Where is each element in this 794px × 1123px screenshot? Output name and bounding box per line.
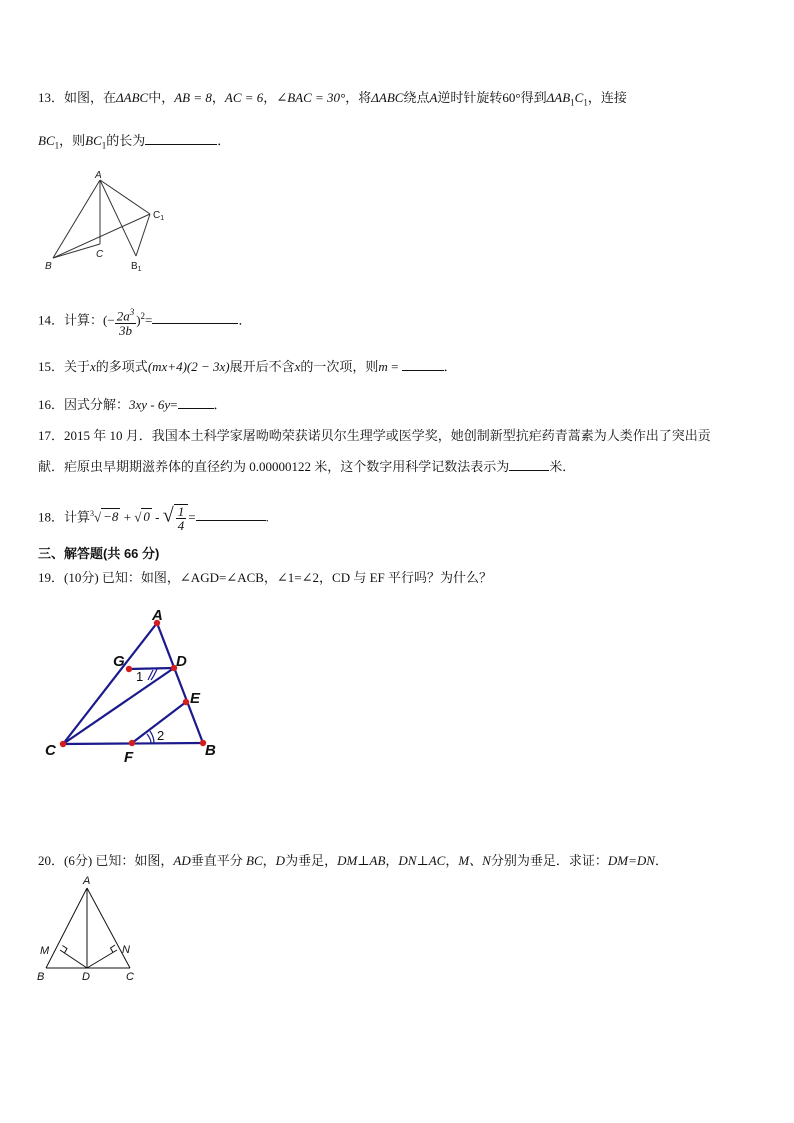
label-m: M (40, 945, 50, 957)
question-14: 14．计算：(− $\frac{2a^3}{3b}$ )$^2$= ． (38, 307, 252, 338)
label-g: G (113, 653, 125, 670)
question-13-line2: $BC_1$，则$BC_1$的长为 ． (38, 130, 768, 156)
figure-q19 (40, 610, 240, 770)
label-d: D (176, 653, 187, 670)
question-18: 18．计算$^3$√ −8 + √ 0 - √ $\frac{1}{4}$ = . (38, 504, 269, 534)
segment-ab (46, 888, 87, 968)
label-a: A (83, 875, 91, 887)
label-d: D (82, 971, 90, 983)
label-c: C (96, 249, 104, 260)
question-15: 15．关于x的多项式(mx+4)(2 − 3x)展开后不含x的一次项，则m = ． (38, 356, 768, 377)
point-e (183, 699, 189, 705)
label-f: F (124, 749, 134, 766)
sqrt-sign-2: √ (162, 504, 174, 527)
segment-ab (157, 623, 203, 743)
label-b: B (205, 742, 216, 759)
fraction-one-quarter: $\frac{1}{4}$ (174, 504, 189, 532)
answer-blank-14[interactable] (152, 309, 238, 324)
sqrt-sign: √ (134, 509, 142, 525)
label-b1: $B_1$ (131, 261, 142, 273)
label-n: N (122, 944, 130, 956)
point-f (129, 740, 135, 746)
answer-blank-16[interactable] (178, 394, 214, 409)
figure-q13 (40, 168, 180, 276)
point-c (60, 741, 66, 747)
point-g (126, 666, 132, 672)
question-17-line2: 献．疟原虫早期期滋养体的直径约为 0.00000122 米，这个数字用科学记数法表示为 米． (38, 456, 768, 477)
question-16: 16．因式分解：3xy - 6y= ． (38, 394, 768, 415)
answer-blank-15[interactable] (402, 356, 444, 371)
label-a: A (95, 170, 102, 181)
fraction-2a3-over-3b: $\frac{2a^3}{3b}$ (116, 307, 135, 338)
label-b: B (45, 261, 52, 272)
section-heading-3: 三、解答题(共 66 分) (38, 546, 160, 561)
segment-dm (60, 950, 87, 968)
label-angle-1: 1 (136, 669, 144, 684)
label-a: A (152, 610, 163, 624)
segment-b1c1 (136, 214, 150, 256)
answer-blank-18[interactable] (196, 506, 266, 521)
question-17-line1: 17．2015 年 10 月．我国本土科学家屠呦呦荣获诺贝尔生理学或医学奖，她创制新型抗疟药青蒿素为人类作出了突出贡 (38, 428, 711, 443)
angle-1-arc-b (151, 669, 157, 680)
label-e: E (190, 690, 201, 707)
label-b: B (37, 971, 45, 983)
angle-2-arc-a (147, 734, 151, 743)
question-13-line1: 13．如图，在ΔABC中，AB = 8，AC = 6，∠BAC = 30°，将ΔABC绕点A逆时针旋转60°得到$\Delta AB_1C_1$，连接 (38, 90, 627, 108)
answer-blank-17[interactable] (509, 456, 549, 471)
answer-blank-13[interactable] (145, 130, 217, 145)
cube-root-sign: √ (94, 509, 102, 525)
segment-ac (87, 888, 130, 968)
question-20: 20．(6分) 已知：如图，AD垂直平分 BC，D为垂足，DM⊥AB，DN⊥AC，M、N分别为垂足．求证：DM=DN． (38, 853, 668, 868)
label-c: C (45, 742, 56, 759)
label-c1: $C_1$ (153, 210, 165, 222)
segment-ab1 (100, 180, 136, 256)
question-19: 19．(10分) 已知：如图，∠AGD=∠ACB，∠1=∠2，CD 与 EF 平行吗？为什么？ (38, 570, 493, 585)
segment-dn (87, 950, 117, 968)
label-angle-2: 2 (157, 728, 165, 743)
label-c: C (126, 971, 134, 983)
figure-q20 (34, 872, 144, 986)
